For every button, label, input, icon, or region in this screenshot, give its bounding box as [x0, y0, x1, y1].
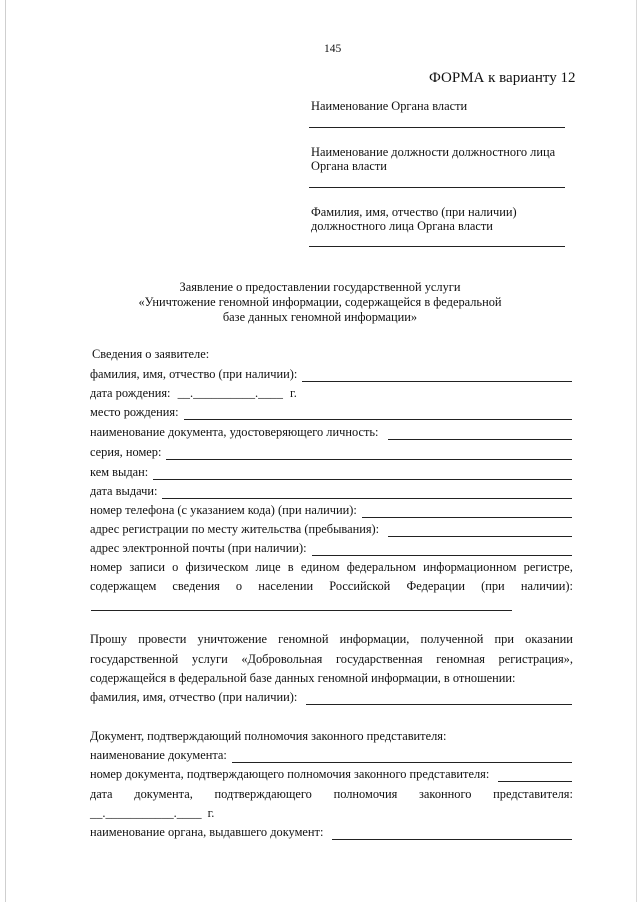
- issue-date-row: [90, 484, 572, 499]
- scan-edge-right: [636, 0, 637, 902]
- registry-label-word: сведения: [172, 579, 220, 593]
- form-title: ФОРМА к варианту 12: [429, 70, 576, 86]
- registry-label-word: содержащем: [90, 579, 157, 593]
- request-text-word: «Добровольная: [241, 652, 323, 666]
- registry-label-word: регистре,: [523, 560, 573, 574]
- representative-doc-number-label: номер документа, подтверждающего полномочия законного представителя:: [90, 767, 490, 781]
- request-text-word: геномной: [278, 632, 329, 646]
- applicant-full-name-field[interactable]: [302, 372, 572, 382]
- representative-date-label-word: документа,: [134, 787, 193, 801]
- request-text-word: уничтожение: [197, 632, 268, 646]
- official-position-line[interactable]: [309, 187, 565, 188]
- registry-number-line2: [90, 579, 573, 594]
- request-line2: [90, 652, 573, 667]
- registry-label-word: номер: [90, 560, 123, 574]
- id-document-row: [90, 425, 572, 440]
- scan-edge-left: [5, 0, 6, 902]
- representative-issuer-row: [90, 825, 572, 840]
- request-text-word: Прошу: [90, 632, 128, 646]
- registry-label-word: Российской: [329, 579, 391, 593]
- issued-by-label: кем выдан:: [90, 465, 149, 479]
- registry-label-word: в: [287, 560, 294, 574]
- representative-issuer-field[interactable]: [332, 830, 572, 840]
- id-document-label: наименование документа, удостоверяющего личность:: [90, 425, 379, 439]
- registry-number-field[interactable]: [91, 610, 512, 611]
- issued-by-row: [90, 465, 572, 480]
- request-line3: содержащейся в федеральной базе данных геномной информации, в отношении:: [90, 671, 516, 685]
- representative-doc-number-row: [90, 767, 572, 782]
- registry-number-line1: [90, 560, 573, 575]
- registry-label-word: наличии):: [520, 579, 573, 593]
- representative-doc-date-row: [90, 806, 214, 821]
- phone-field[interactable]: [362, 508, 572, 518]
- registry-label-word: (при: [481, 579, 505, 593]
- birth-date-suffix: г.: [290, 386, 297, 400]
- registry-label-word: записи: [129, 560, 165, 574]
- request-line1: [90, 632, 573, 647]
- representative-doc-name-label: наименование документа:: [90, 748, 227, 762]
- birth-date-field[interactable]: __.__________.____: [177, 386, 283, 400]
- registry-label-word: о: [172, 560, 179, 574]
- representative-doc-name-field[interactable]: [232, 753, 572, 763]
- series-number-label: серия, номер:: [90, 445, 162, 459]
- registry-label-word: физическом: [185, 560, 249, 574]
- subject-full-name-row: [90, 690, 572, 705]
- series-number-row: [90, 445, 572, 460]
- representative-doc-date-line: [90, 787, 573, 802]
- representative-issuer-label: наименование органа, выдавшего документ:: [90, 825, 324, 839]
- document-title-line2: «Уничтожение геномной информации, содержащейся в федеральной: [138, 295, 502, 309]
- email-field[interactable]: [312, 546, 572, 556]
- issue-date-label: дата выдачи:: [90, 484, 158, 498]
- subject-full-name-label: фамилия, имя, отчество (при наличии):: [90, 690, 298, 704]
- document-title-line3: базе данных геномной информации»: [222, 310, 418, 324]
- registry-label-word: о: [235, 579, 243, 593]
- representative-doc-number-field[interactable]: [498, 772, 572, 782]
- registry-label-word: лице: [255, 560, 281, 574]
- birth-date-row: [90, 386, 297, 401]
- series-number-field[interactable]: [166, 450, 572, 460]
- representative-date-label-word: подтверждающего: [214, 787, 312, 801]
- applicant-heading: Сведения о заявителе:: [92, 347, 210, 361]
- address-row: [90, 522, 572, 537]
- authority-name-label: Наименование Органа власти: [311, 99, 468, 113]
- request-text-word: государственной: [90, 652, 179, 666]
- applicant-full-name-label: фамилия, имя, отчество (при наличии):: [90, 367, 298, 381]
- phone-label: номер телефона (с указанием кода) (при наличии):: [90, 503, 357, 517]
- registry-label-word: федеральном: [346, 560, 416, 574]
- address-field[interactable]: [388, 527, 572, 537]
- registry-label-word: едином: [300, 560, 340, 574]
- representative-date-label-word: дата: [90, 787, 113, 801]
- registry-label-word: информационном: [423, 560, 517, 574]
- authority-name-line[interactable]: [309, 127, 565, 128]
- official-name-label: Фамилия, имя, отчество (при наличии): [311, 205, 517, 219]
- phone-row: [90, 503, 572, 518]
- document-title-line1: Заявление о предоставлении государственной услуги: [179, 280, 461, 294]
- applicant-full-name-row: [90, 367, 572, 382]
- email-row: [90, 541, 572, 556]
- official-position-label: Наименование должности должностного лица: [311, 145, 556, 159]
- request-text-word: государственная: [335, 652, 423, 666]
- request-text-word: провести: [138, 632, 187, 646]
- address-label: адрес регистрации по месту жительства (пребывания):: [90, 522, 380, 536]
- representative-doc-date-suffix: г.: [207, 806, 215, 820]
- page-number: 145: [324, 43, 342, 55]
- birth-place-row: [90, 405, 572, 420]
- representative-heading: Документ, подтверждающий полномочия законного представителя:: [90, 729, 447, 743]
- id-document-field[interactable]: [388, 430, 572, 440]
- official-position-label-2: Органа власти: [311, 159, 387, 173]
- representative-date-label-word: представителя:: [493, 787, 573, 801]
- representative-doc-name-row: [90, 748, 572, 763]
- official-name-line[interactable]: [309, 246, 565, 247]
- birth-date-label: дата рождения:: [90, 386, 171, 400]
- representative-date-label-word: полномочия: [333, 787, 398, 801]
- registry-label-word: Федерации: [406, 579, 465, 593]
- registry-label-word: населении: [258, 579, 314, 593]
- request-text-word: информации,: [339, 632, 410, 646]
- birth-place-field[interactable]: [184, 410, 572, 420]
- birth-place-label: место рождения:: [90, 405, 179, 419]
- request-text-word: при: [494, 632, 514, 646]
- request-text-word: полученной: [420, 632, 484, 646]
- official-name-label-2: должностного лица Органа власти: [311, 219, 493, 233]
- representative-date-label-word: законного: [419, 787, 472, 801]
- subject-full-name-field[interactable]: [306, 695, 572, 705]
- request-text-word: регистрация»,: [498, 652, 573, 666]
- request-text-word: оказании: [525, 632, 573, 646]
- issue-date-field[interactable]: [162, 489, 572, 499]
- email-label: адрес электронной почты (при наличии):: [90, 541, 307, 555]
- request-text-word: услуги: [191, 652, 228, 666]
- issued-by-field[interactable]: [153, 470, 572, 480]
- request-text-word: геномная: [436, 652, 485, 666]
- representative-doc-date-field[interactable]: __.___________.____: [90, 806, 202, 820]
